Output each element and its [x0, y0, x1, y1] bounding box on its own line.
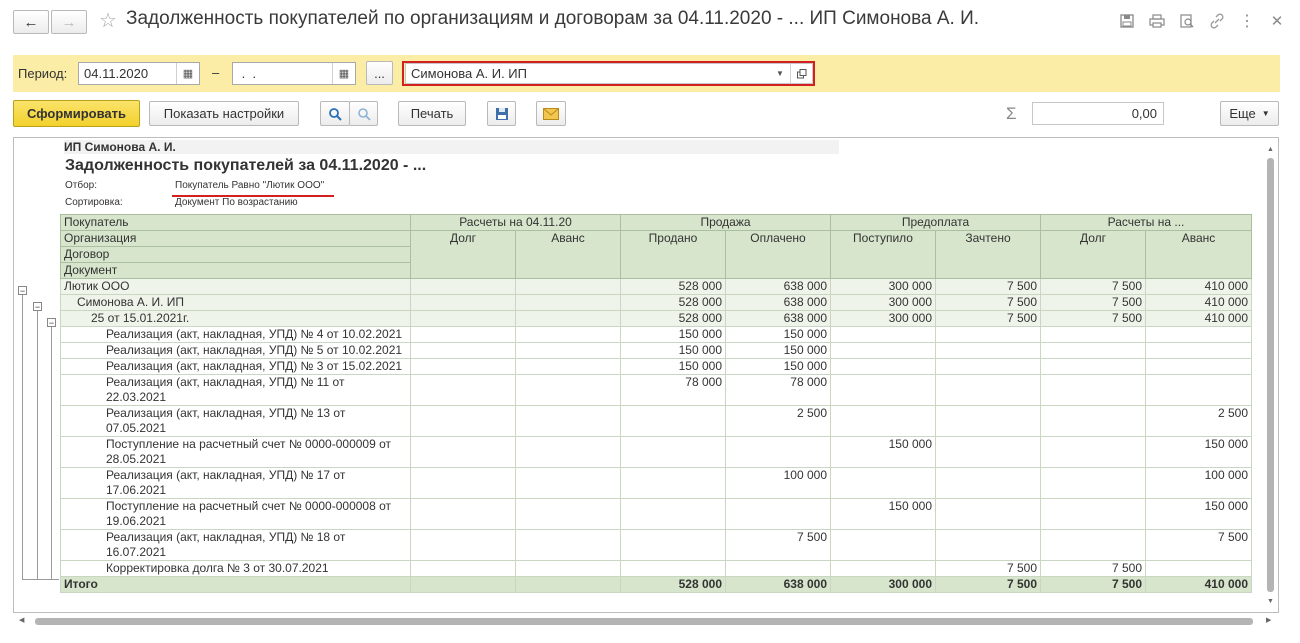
row-cell — [831, 561, 936, 577]
row-cell — [1146, 359, 1252, 375]
floppy-icon — [495, 107, 509, 121]
calendar-icon[interactable]: ▦ — [176, 63, 199, 84]
table-row[interactable] — [61, 327, 1252, 343]
table-row[interactable] — [61, 343, 1252, 359]
print-icon[interactable] — [1148, 12, 1166, 30]
period-dash: – — [212, 65, 220, 80]
row-cell: 150 000 — [621, 327, 726, 343]
row-cell: 7 500 — [936, 295, 1041, 311]
date-from-value: 04.11.2020 — [84, 66, 149, 81]
table-row[interactable] — [61, 437, 1252, 468]
row-cell — [936, 499, 1041, 530]
row-cell: 7 500 — [1041, 279, 1146, 295]
search-icon — [328, 107, 342, 121]
row-cell — [516, 359, 621, 375]
row-cell: 528 000 — [621, 311, 726, 327]
total-label: Итого — [61, 577, 411, 593]
row-cell: 150 000 — [1146, 499, 1252, 530]
row-cell — [1041, 437, 1146, 468]
row-cell: 638 000 — [726, 311, 831, 327]
header-contract: Договор — [61, 247, 411, 263]
filter-label: Отбор: — [65, 180, 97, 191]
row-cell — [726, 499, 831, 530]
row-cell: 150 000 — [831, 499, 936, 530]
row-cell — [516, 437, 621, 468]
row-cell — [1041, 375, 1146, 406]
row-name: Реализация (акт, накладная, УПД) № 11 от 22.03.2021 — [61, 375, 411, 406]
favorite-star-icon[interactable]: ☆ — [99, 10, 117, 32]
report-org: ИП Симонова А. И. — [64, 140, 839, 154]
organization-value: Симонова А. И. ИП — [411, 66, 527, 81]
row-cell: 100 000 — [1146, 468, 1252, 499]
row-cell: 78 000 — [621, 375, 726, 406]
table-row[interactable] — [61, 468, 1252, 499]
row-cell — [1041, 499, 1146, 530]
collapse-icon[interactable]: − — [19, 286, 26, 296]
row-cell — [411, 468, 516, 499]
scroll-right-arrow[interactable]: ▶ — [1266, 617, 1272, 624]
row-name: Поступление на расчетный счет № 0000-000009 от 28.05.2021 — [61, 437, 411, 468]
row-cell: 638 000 — [726, 279, 831, 295]
row-cell: 7 500 — [936, 279, 1041, 295]
search-next-button[interactable] — [349, 101, 378, 126]
scroll-left-arrow[interactable]: ◀ — [19, 617, 25, 624]
row-cell: 150 000 — [1146, 437, 1252, 468]
scroll-thumb-horizontal[interactable] — [35, 618, 1253, 625]
page-title: Задолженность покупателей по организациям и договорам за 04.11.2020 - ... ИП Симонова А. И. — [126, 8, 980, 29]
row-name: Реализация (акт, накладная, УПД) № 18 от 16.07.2021 — [61, 530, 411, 561]
row-cell — [411, 561, 516, 577]
sum-field — [1032, 102, 1164, 125]
row-cell: 300 000 — [831, 295, 936, 311]
header-debt2: Долг — [1041, 231, 1146, 279]
link-icon[interactable] — [1208, 12, 1226, 30]
header-paid: Оплачено — [726, 231, 831, 279]
table-row[interactable] — [61, 530, 1252, 561]
row-name: Симонова А. И. ИП — [61, 295, 411, 311]
sort-label: Сортировка: — [65, 197, 123, 208]
tree-line — [22, 295, 23, 580]
collapse-icon[interactable]: − — [48, 318, 55, 328]
calendar-icon[interactable]: ▦ — [332, 63, 355, 84]
row-cell — [621, 468, 726, 499]
vertical-scrollbar[interactable] — [1266, 146, 1276, 606]
row-cell: 100 000 — [726, 468, 831, 499]
row-cell — [831, 468, 936, 499]
total-cell: 300 000 — [831, 577, 936, 593]
header-buyer: Покупатель — [61, 215, 411, 231]
row-cell: 150 000 — [831, 437, 936, 468]
chevron-down-icon: ▼ — [1261, 109, 1270, 118]
table-row[interactable] — [61, 499, 1252, 530]
row-cell — [936, 437, 1041, 468]
row-cell — [411, 327, 516, 343]
total-cell: 7 500 — [936, 577, 1041, 593]
row-cell: 150 000 — [621, 343, 726, 359]
row-cell — [621, 437, 726, 468]
scroll-thumb[interactable] — [1267, 158, 1274, 592]
report-heading: Задолженность покупателей за 04.11.2020 - ... — [65, 157, 427, 174]
row-cell — [936, 375, 1041, 406]
row-name: Реализация (акт, накладная, УПД) № 5 от 10.02.2021 — [61, 343, 411, 359]
row-cell — [936, 406, 1041, 437]
row-cell — [621, 530, 726, 561]
row-cell — [831, 327, 936, 343]
total-row — [61, 577, 1252, 593]
row-name: 25 от 15.01.2021г. — [61, 311, 411, 327]
row-name: Реализация (акт, накладная, УПД) № 13 от 07.05.2021 — [61, 406, 411, 437]
generate-button[interactable]: Сформировать — [13, 100, 140, 127]
row-cell — [411, 437, 516, 468]
row-cell: 528 000 — [621, 295, 726, 311]
sum-icon: Σ — [1006, 104, 1017, 123]
row-cell: 150 000 — [726, 359, 831, 375]
row-cell: 7 500 — [936, 311, 1041, 327]
tree-line — [37, 311, 38, 580]
row-cell — [411, 295, 516, 311]
row-cell — [621, 499, 726, 530]
row-cell: 150 000 — [726, 343, 831, 359]
row-cell — [936, 468, 1041, 499]
row-cell — [621, 406, 726, 437]
header-group1: Расчеты на 04.11.20 — [411, 215, 621, 231]
row-cell — [411, 359, 516, 375]
row-cell — [1146, 375, 1252, 406]
row-name: Лютик ООО — [61, 279, 411, 295]
total-cell — [411, 577, 516, 593]
header-group2: Продажа — [621, 215, 831, 231]
row-cell — [516, 530, 621, 561]
scroll-up-arrow[interactable]: ▲ — [1267, 146, 1274, 153]
row-cell — [516, 311, 621, 327]
preview-icon[interactable] — [1178, 12, 1196, 30]
header-organization: Организация — [61, 231, 411, 247]
header-received: Поступило — [831, 231, 936, 279]
date-to-value: . . — [238, 66, 257, 81]
row-name: Реализация (акт, накладная, УПД) № 4 от 10.02.2021 — [61, 327, 411, 343]
row-cell: 150 000 — [726, 327, 831, 343]
row-name: Реализация (акт, накладная, УПД) № 17 от 17.06.2021 — [61, 468, 411, 499]
row-cell: 7 500 — [1146, 530, 1252, 561]
row-name: Корректировка долга № 3 от 30.07.2021 — [61, 561, 411, 577]
total-cell: 638 000 — [726, 577, 831, 593]
row-cell — [621, 561, 726, 577]
collapse-icon[interactable]: − — [34, 302, 41, 312]
row-cell — [1041, 359, 1146, 375]
row-cell — [516, 406, 621, 437]
report-table — [60, 214, 1252, 593]
sort-value: Документ По возрастанию — [175, 197, 298, 208]
row-cell — [726, 561, 831, 577]
row-cell: 638 000 — [726, 295, 831, 311]
period-label: Период: — [18, 66, 68, 81]
row-cell: 78 000 — [726, 375, 831, 406]
row-cell: 7 500 — [1041, 561, 1146, 577]
row-cell — [411, 406, 516, 437]
table-row[interactable] — [61, 359, 1252, 375]
row-cell: 7 500 — [1041, 311, 1146, 327]
header-group4: Расчеты на ... — [1041, 215, 1252, 231]
close-icon[interactable]: ✕ — [1270, 13, 1284, 30]
more-button[interactable] — [1220, 101, 1279, 126]
row-cell — [411, 499, 516, 530]
total-cell: 528 000 — [621, 577, 726, 593]
back-button[interactable]: ← — [13, 10, 49, 34]
row-cell — [516, 499, 621, 530]
row-cell — [831, 359, 936, 375]
row-cell — [516, 343, 621, 359]
open-icon[interactable] — [790, 64, 812, 83]
row-cell — [831, 343, 936, 359]
header-advance2: Аванс — [1146, 231, 1252, 279]
row-cell: 7 500 — [1041, 295, 1146, 311]
date-to-field[interactable] — [232, 62, 356, 85]
row-name: Реализация (акт, накладная, УПД) № 3 от 15.02.2021 — [61, 359, 411, 375]
header-group3: Предоплата — [831, 215, 1041, 231]
table-row[interactable] — [61, 279, 1252, 295]
row-cell: 300 000 — [831, 311, 936, 327]
show-settings-button[interactable]: Показать настройки — [149, 101, 299, 126]
table-row[interactable] — [61, 295, 1252, 311]
envelope-icon — [543, 108, 559, 120]
row-cell — [1041, 343, 1146, 359]
more-label: Еще — [1229, 106, 1256, 121]
tree-line — [51, 327, 52, 580]
table-row[interactable] — [61, 311, 1252, 327]
row-cell: 150 000 — [621, 359, 726, 375]
row-cell — [1041, 406, 1146, 437]
chevron-down-icon[interactable]: ▼ — [776, 69, 784, 78]
row-cell — [516, 279, 621, 295]
row-cell — [411, 530, 516, 561]
table-row[interactable] — [61, 375, 1252, 406]
header-credited: Зачтено — [936, 231, 1041, 279]
row-cell — [1146, 343, 1252, 359]
total-cell — [516, 577, 621, 593]
row-cell — [936, 359, 1041, 375]
forward-button[interactable]: → — [51, 10, 87, 34]
period-select-button[interactable]: ... — [366, 61, 393, 85]
row-cell: 410 000 — [1146, 279, 1252, 295]
row-cell — [936, 530, 1041, 561]
row-cell — [411, 279, 516, 295]
total-cell: 7 500 — [1041, 577, 1146, 593]
search-next-icon — [357, 107, 371, 121]
scroll-down-arrow[interactable]: ▼ — [1267, 598, 1274, 605]
save-icon[interactable] — [1118, 12, 1136, 30]
row-cell — [831, 406, 936, 437]
row-cell: 300 000 — [831, 279, 936, 295]
row-cell — [1146, 561, 1252, 577]
row-cell — [936, 327, 1041, 343]
organization-field[interactable] — [405, 63, 813, 84]
print-button[interactable]: Печать — [398, 101, 466, 126]
table-row[interactable] — [61, 406, 1252, 437]
row-cell — [1041, 468, 1146, 499]
row-cell: 7 500 — [726, 530, 831, 561]
total-cell: 410 000 — [1146, 577, 1252, 593]
row-cell — [831, 530, 936, 561]
row-cell — [516, 295, 621, 311]
row-cell: 2 500 — [1146, 406, 1252, 437]
sum-value: 0,00 — [1131, 106, 1157, 121]
header-debt: Долг — [411, 231, 516, 279]
tree-line — [22, 579, 59, 580]
save-button[interactable] — [487, 101, 516, 126]
row-cell — [1041, 327, 1146, 343]
header-sold: Продано — [621, 231, 726, 279]
header-document: Документ — [61, 263, 411, 279]
row-cell: 410 000 — [1146, 295, 1252, 311]
row-cell — [936, 343, 1041, 359]
table-row[interactable] — [61, 561, 1252, 577]
row-cell: 7 500 — [936, 561, 1041, 577]
row-cell: 2 500 — [726, 406, 831, 437]
email-button[interactable] — [536, 101, 566, 126]
row-cell — [726, 437, 831, 468]
row-cell — [411, 311, 516, 327]
row-cell — [1146, 327, 1252, 343]
date-from-field[interactable] — [78, 62, 200, 85]
row-cell — [831, 375, 936, 406]
horizontal-scrollbar[interactable] — [13, 616, 1279, 627]
more-menu-icon[interactable]: ⋮ — [1239, 13, 1255, 30]
row-cell: 410 000 — [1146, 311, 1252, 327]
filter-value: Покупатель Равно "Лютик ООО" — [175, 180, 325, 191]
row-cell — [411, 343, 516, 359]
row-cell — [516, 375, 621, 406]
row-cell — [516, 327, 621, 343]
row-name: Поступление на расчетный счет № 0000-000008 от 19.06.2021 — [61, 499, 411, 530]
row-cell — [1041, 530, 1146, 561]
row-cell — [516, 561, 621, 577]
search-button[interactable] — [320, 101, 350, 126]
row-cell — [516, 468, 621, 499]
header-advance: Аванс — [516, 231, 621, 279]
row-cell: 528 000 — [621, 279, 726, 295]
row-cell — [411, 375, 516, 406]
